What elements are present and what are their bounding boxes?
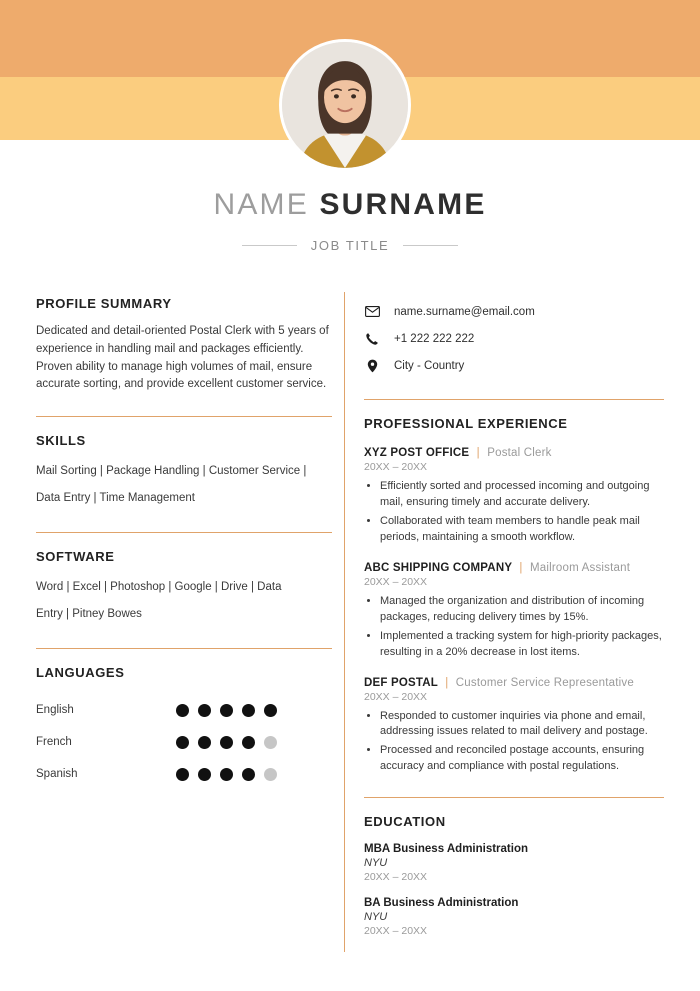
profile-summary-text: Dedicated and detail-oriented Postal Clerk with 5 years of experience in handling mail and packages efficiently. Proven ability to manage high volumes of mail, ensure accurate sorting, and provide excellent customer service.: [36, 325, 329, 391]
education-school: NYU: [364, 911, 388, 924]
avatar: [279, 39, 411, 171]
list-item: [36, 726, 332, 758]
contact-email-text: name.surname@email.com: [394, 305, 535, 318]
rating-dot: [220, 704, 233, 717]
skills-line-2: Data Entry | Time Management: [36, 492, 195, 505]
language-rating: [176, 704, 277, 717]
education-degree: MBA Business Administration: [364, 843, 528, 856]
rule-after-software: [36, 648, 332, 649]
right-column: [364, 296, 664, 937]
rating-dot: [264, 704, 277, 717]
rating-dot: [220, 736, 233, 749]
job-dates: 20XX – 20XX: [364, 461, 428, 473]
job-role: Mailroom Assistant: [529, 561, 631, 574]
education-dates: 20XX – 20XX: [364, 871, 428, 884]
name-block: [0, 188, 700, 253]
section-title-skills: SKILLS: [36, 433, 86, 449]
divider-left: [242, 245, 297, 246]
language-name: French: [36, 736, 72, 749]
rule-after-experience: [364, 797, 664, 798]
contact-location-text: City - Country: [394, 359, 465, 372]
list-item: • Implemented a tracking system for high-priority packages, resulting in a 20% decrease in lost items.: [380, 629, 664, 661]
list-item: [36, 758, 332, 790]
rating-dot: [198, 736, 211, 749]
location-pin-icon: [364, 358, 380, 374]
first-name: NAME: [213, 188, 320, 221]
job-dates: 20XX – 20XX: [364, 575, 428, 588]
job-role: Customer Service Representative: [455, 676, 634, 689]
job-header: [364, 562, 664, 574]
experience-item: [364, 677, 664, 776]
section-title-experience: PROFESSIONAL EXPERIENCE: [364, 416, 568, 431]
education-school: NYU: [364, 857, 388, 870]
language-name: Spanish: [36, 768, 78, 781]
divider-right: [403, 245, 458, 246]
list-item: • Managed the organization and distribution of incoming packages, reducing delivery times by 15%.: [380, 594, 664, 626]
job-header: [364, 447, 664, 459]
rating-dot-empty: [264, 768, 277, 781]
rule-after-skills: [36, 532, 332, 533]
experience-item: [364, 562, 664, 661]
job-header: [364, 677, 664, 689]
rating-dot: [242, 704, 255, 717]
education-item: [364, 843, 664, 883]
phone-icon: [364, 331, 380, 347]
job-separator: |: [476, 447, 480, 459]
column-divider: [344, 292, 345, 952]
rating-dot: [242, 736, 255, 749]
job-title: JOB TITLE: [310, 238, 390, 253]
rule-after-contact: [364, 399, 664, 400]
rating-dot: [176, 736, 189, 749]
job-bullets: [364, 479, 664, 546]
contact-list: [364, 298, 664, 379]
experience-item: [364, 447, 664, 546]
section-title-education: EDUCATION: [364, 814, 446, 830]
list-item: • Responded to customer inquiries via phone and email, addressing issues related to mail delivery and postage.: [380, 709, 664, 741]
job-bullets: [364, 594, 664, 661]
languages-list: [36, 694, 332, 790]
contact-phone[interactable]: [364, 325, 664, 352]
language-name: English: [36, 704, 74, 717]
job-dates: 20XX – 20XX: [364, 690, 428, 703]
left-column: [36, 296, 332, 790]
job-company: DEF POSTAL: [364, 676, 438, 689]
list-item: • Efficiently sorted and processed incoming and outgoing mail, ensuring timely and accurate delivery.: [380, 479, 664, 511]
language-rating: [176, 768, 277, 781]
rating-dot: [198, 704, 211, 717]
job-separator: |: [445, 676, 449, 689]
job-separator: |: [519, 561, 523, 574]
rating-dot-empty: [264, 736, 277, 749]
envelope-icon: [364, 304, 380, 320]
rating-dot: [242, 768, 255, 781]
job-company: ABC SHIPPING COMPANY: [364, 561, 512, 574]
list-item: • Collaborated with team members to handle peak mail periods, maintaining a smooth workflow.: [380, 514, 664, 546]
software-line-1: Word | Excel | Photoshop | Google | Drive | Data: [36, 581, 282, 594]
section-title-software: SOFTWARE: [36, 549, 115, 565]
page-title: [0, 188, 700, 222]
job-title-row: [0, 238, 700, 253]
education-dates: 20XX – 20XX: [364, 925, 428, 938]
contact-email[interactable]: [364, 298, 664, 325]
section-title-profile: PROFILE SUMMARY: [36, 296, 172, 311]
rating-dot: [176, 704, 189, 717]
rating-dot: [176, 768, 189, 781]
education-item: [364, 897, 664, 937]
last-name: SURNAME: [319, 188, 487, 221]
avatar-photo: [282, 42, 408, 168]
job-company: XYZ POST OFFICE: [364, 447, 470, 459]
contact-phone-text: +1 222 222 222: [394, 332, 475, 345]
language-rating: [176, 736, 277, 749]
rating-dot: [220, 768, 233, 781]
job-role: Postal Clerk: [487, 447, 552, 459]
rule-after-profile: [36, 416, 332, 417]
skills-line-1: Mail Sorting | Package Handling | Customer Service |: [36, 465, 307, 478]
list-item: • Processed and reconciled postage accounts, ensuring accuracy and compliance with postal regulations.: [380, 743, 664, 775]
job-bullets: [364, 709, 664, 776]
rating-dot: [198, 768, 211, 781]
education-degree: BA Business Administration: [364, 897, 519, 910]
contact-location[interactable]: [364, 352, 664, 379]
list-item: [36, 694, 332, 726]
section-title-languages: LANGUAGES: [36, 665, 125, 681]
software-line-2: Entry | Pitney Bowes: [36, 608, 142, 621]
